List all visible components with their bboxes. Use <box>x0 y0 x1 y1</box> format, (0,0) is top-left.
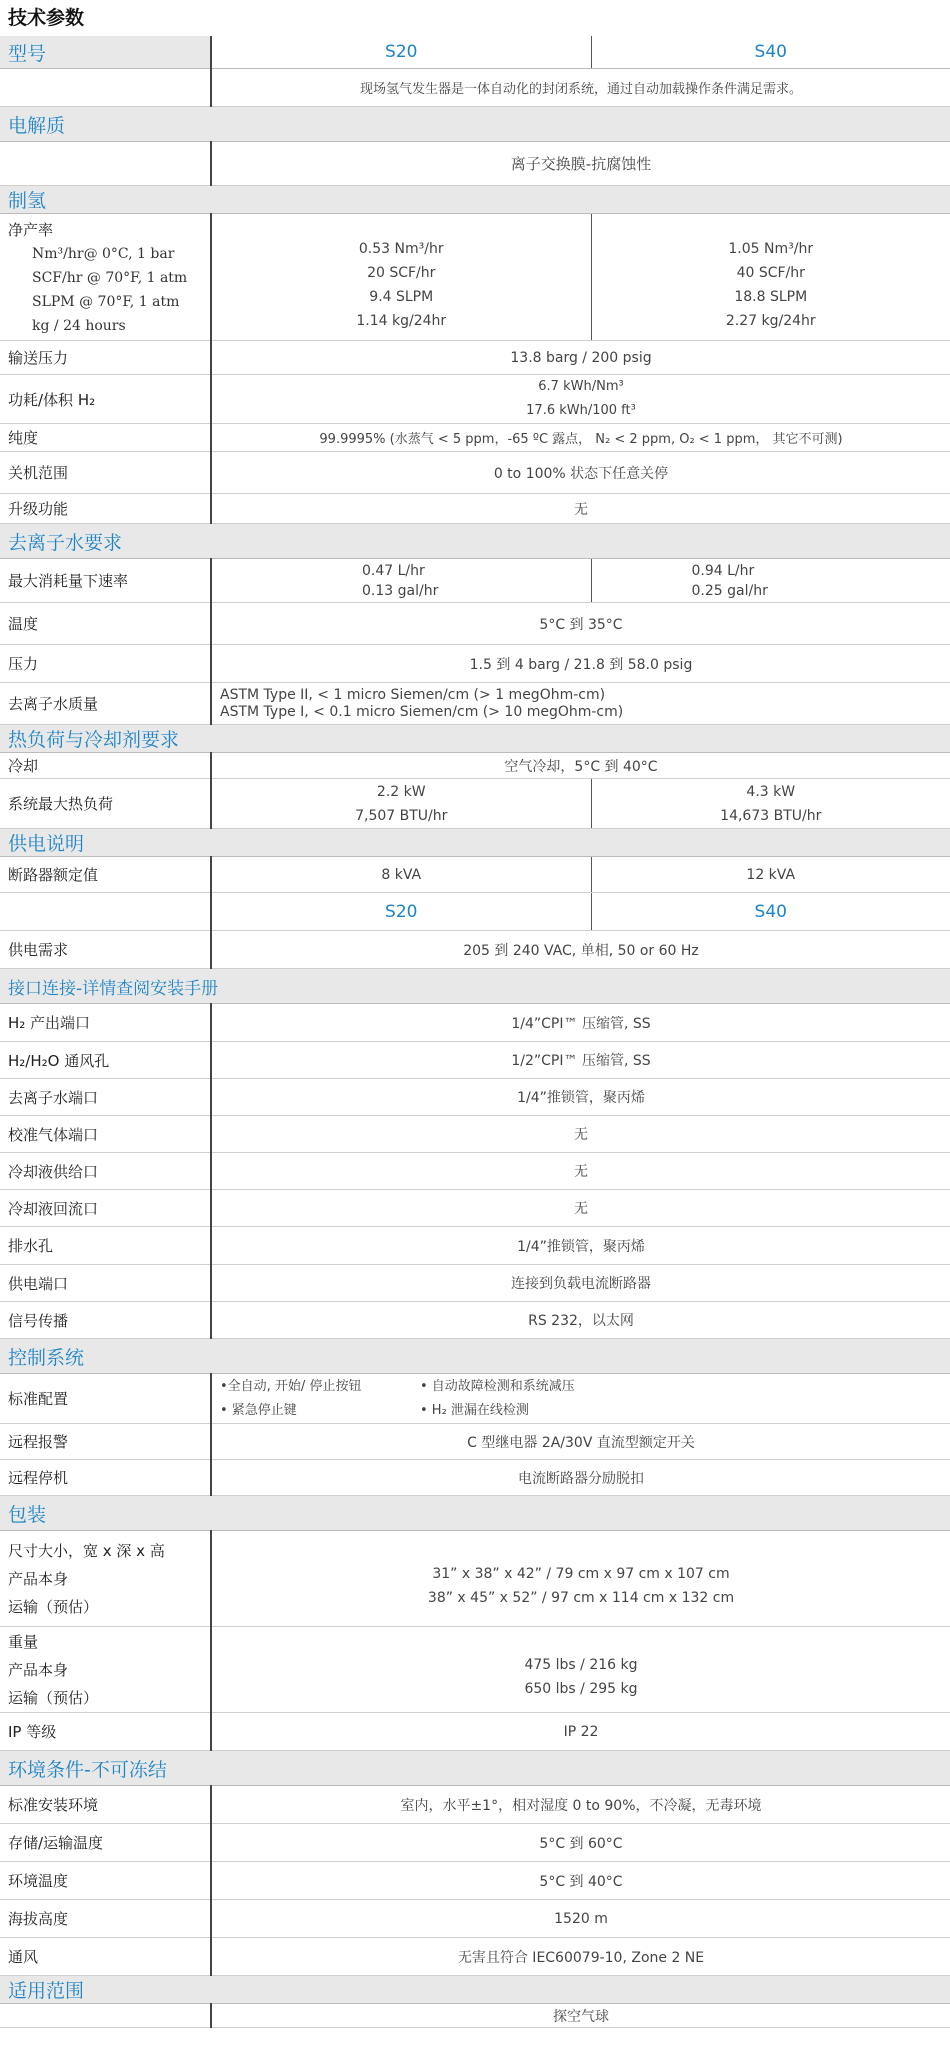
interface-value-1: 1/2”CPI™ 压缩管, SS <box>211 1042 950 1079</box>
size-product: 31” x 38” x 42” / 79 cm x 97 cm x 107 cm <box>432 1565 730 1582</box>
alarm-label: 远程报警 <box>0 1424 211 1460</box>
section-heat: 热负荷与冷却剂要求 <box>0 725 950 753</box>
interface-value-3: 无 <box>211 1116 950 1153</box>
supply-label: 供电需求 <box>0 931 211 969</box>
pressure-label: 输送压力 <box>0 341 211 375</box>
unit-kg: kg / 24 hours <box>32 318 126 334</box>
electrical-model-s20: S20 <box>211 893 591 931</box>
env-label-2: 环境温度 <box>0 1862 211 1900</box>
purity-label: 纯度 <box>0 424 211 452</box>
size-label: 尺寸大小，宽 x 深 x 高 <box>8 1541 165 1560</box>
weight-label: 重量 <box>8 1632 39 1651</box>
upgrade-label: 升级功能 <box>0 494 211 524</box>
quality-type2: ASTM Type II, < 1 micro Siemen/cm (> 1 megOhm-cm) <box>220 686 606 703</box>
interface-label-1: H₂/H₂O 通风孔 <box>0 1042 211 1079</box>
water-pressure-value: 1.5 到 4 barg / 21.8 到 58.0 psig <box>211 645 950 683</box>
s20-water-gal: 0.13 gal/hr <box>362 582 439 599</box>
s40-rate-slpm: 18.8 SLPM <box>734 289 808 305</box>
section-interface: 接口连接-详情查阅安装手册 <box>0 969 950 1004</box>
consumption-label: 最大消耗量下速率 <box>0 559 211 603</box>
electrical-model-s40: S40 <box>591 893 950 931</box>
application-value: 探空气球 <box>211 2004 950 2028</box>
quality-type1: ASTM Type I, < 0.1 micro Siemen/cm (> 10 megOhm-cm) <box>220 703 624 720</box>
weight-product-label: 产品本身 <box>8 1660 69 1679</box>
shutdown-label: 远程停机 <box>0 1460 211 1496</box>
s40-rate-scf: 40 SCF/hr <box>736 265 805 281</box>
net-rate-label: 净产率 <box>8 221 54 239</box>
section-water: 去离子水要求 <box>0 524 950 559</box>
s40-water-gal: 0.25 gal/hr <box>691 582 768 599</box>
env-value-3: 1520 m <box>211 1900 950 1938</box>
alarm-value: C 型继电器 2A/30V 直流型额定开关 <box>211 1424 950 1460</box>
s20-heat-kw: 2.2 kW <box>376 783 426 800</box>
electrolyte-value: 离子交换膜-抗腐蚀性 <box>211 142 950 186</box>
pressure-value: 13.8 barg / 200 psig <box>211 341 950 375</box>
interface-label-5: 冷却液回流口 <box>0 1190 211 1227</box>
water-temp-value: 5°C 到 35°C <box>211 603 950 645</box>
description-row <box>0 69 950 107</box>
water-quality-label: 去离子水质量 <box>0 683 211 725</box>
size-shipping-label: 运输（预估） <box>8 1597 99 1616</box>
heat-load-label: 系统最大热负荷 <box>0 779 211 829</box>
interface-value-5: 无 <box>211 1190 950 1227</box>
s20-breaker: 8 kVA <box>211 857 591 893</box>
model-s20: S20 <box>211 36 591 69</box>
shutdown-value: 电流断路器分励脱扣 <box>211 1460 950 1496</box>
section-electrical: 供电说明 <box>0 829 950 857</box>
interface-label-4: 冷却液供给口 <box>0 1153 211 1190</box>
s40-rate-kg: 2.27 kg/24hr <box>725 313 816 329</box>
interface-value-2: 1/4”推锁管，聚丙烯 <box>211 1079 950 1116</box>
ip-label: IP 等级 <box>0 1713 211 1751</box>
s20-rate-slpm: 9.4 SLPM <box>369 289 434 305</box>
weight-product: 475 lbs / 216 kg <box>524 1656 638 1673</box>
s40-rate-nm3: 1.05 Nm³/hr <box>728 241 814 257</box>
s20-heat-btu: 7,507 BTU/hr <box>355 807 448 824</box>
section-control: 控制系统 <box>0 1339 950 1374</box>
net-rate-row <box>0 214 950 341</box>
supply-value: 205 到 240 VAC, 单相, 50 or 60 Hz <box>211 931 950 969</box>
unit-nm3: Nm³/hr@ 0°C, 1 bar <box>32 246 175 262</box>
size-shipping: 38” x 45” x 52” / 97 cm x 114 cm x 132 cm <box>427 1589 735 1606</box>
interface-label-7: 供电端口 <box>0 1265 211 1302</box>
interface-label-8: 信号传播 <box>0 1302 211 1339</box>
water-temp-label: 温度 <box>0 603 211 645</box>
ip-value: IP 22 <box>211 1713 950 1751</box>
power-label: 功耗/体积 H₂ <box>0 375 211 424</box>
unit-scf: SCF/hr @ 70°F, 1 atm <box>32 270 188 286</box>
env-value-2: 5°C 到 40°C <box>211 1862 950 1900</box>
model-row <box>0 36 950 69</box>
section-application: 适用范围 <box>0 1976 950 2004</box>
page-title: 技术参数 <box>8 7 85 29</box>
s40-heat-kw: 4.3 kW <box>746 783 796 800</box>
weight-shipping-label: 运输（预估） <box>8 1688 99 1707</box>
power-nm3: 6.7 kWh/Nm³ <box>538 379 624 394</box>
env-value-4: 无害且符合 IEC60079-10, Zone 2 NE <box>211 1938 950 1976</box>
env-label-1: 存储/运输温度 <box>0 1824 211 1862</box>
unit-slpm: SLPM @ 70°F, 1 atm <box>32 294 180 310</box>
feature-auto-start: •全自动, 开始/ 停止按钮 <box>220 1378 362 1394</box>
interface-value-7: 连接到负载电流断路器 <box>211 1265 950 1302</box>
interface-label-2: 去离子水端口 <box>0 1079 211 1116</box>
upgrade-value: 无 <box>211 494 950 524</box>
section-electrolyte: 电解质 <box>0 107 950 142</box>
purity-value: 99.9995% (水蒸气 < 5 ppm，-65 ºC 露点， N₂ < 2 ppm, O₂ < 1 ppm， 其它不可测) <box>211 424 950 452</box>
turndown-value: 0 to 100% 状态下任意关停 <box>211 452 950 494</box>
power-ft3: 17.6 kWh/100 ft³ <box>526 403 636 418</box>
env-label-4: 通风 <box>0 1938 211 1976</box>
s40-water-l: 0.94 L/hr <box>691 562 755 579</box>
water-pressure-label: 压力 <box>0 645 211 683</box>
env-value-1: 5°C 到 60°C <box>211 1824 950 1862</box>
feature-fault-detect: • 自动故障检测和系统减压 <box>420 1378 575 1394</box>
section-packaging: 包装 <box>0 1496 950 1531</box>
env-label-3: 海拔高度 <box>0 1900 211 1938</box>
turndown-label: 关机范围 <box>0 452 211 494</box>
section-hydrogen: 制氢 <box>0 186 950 214</box>
interface-value-4: 无 <box>211 1153 950 1190</box>
interface-value-6: 1/4”推锁管，聚丙烯 <box>211 1227 950 1265</box>
s20-water-l: 0.47 L/hr <box>362 562 425 579</box>
size-product-label: 产品本身 <box>8 1569 69 1588</box>
model-s40: S40 <box>591 36 950 69</box>
env-label-0: 标准安装环境 <box>0 1786 211 1824</box>
section-environment: 环境条件-不可冻结 <box>0 1751 950 1786</box>
s20-rate-nm3: 0.53 Nm³/hr <box>358 241 444 257</box>
model-label: 型号 <box>0 36 211 69</box>
model-description: 现场氢气发生器是一体自动化的封闭系统，通过自动加载操作条件满足需求。 <box>211 69 950 107</box>
cooling-label: 冷却 <box>0 753 211 779</box>
interface-label-3: 校准气体端口 <box>0 1116 211 1153</box>
weight-shipping: 650 lbs / 295 kg <box>524 1680 638 1697</box>
feature-estop: • 紧急停止键 <box>220 1402 297 1418</box>
feature-leak-detect: • H₂ 泄漏在线检测 <box>420 1402 529 1418</box>
interface-label-6: 排水孔 <box>0 1227 211 1265</box>
interface-value-8: RS 232，以太网 <box>211 1302 950 1339</box>
env-value-0: 室内，水平±1°，相对湿度 0 to 90%，不冷凝，无毒环境 <box>211 1786 950 1824</box>
s40-breaker: 12 kVA <box>591 857 950 893</box>
spec-table <box>0 36 950 2028</box>
s40-heat-btu: 14,673 BTU/hr <box>720 807 822 824</box>
s20-rate-kg: 1.14 kg/24hr <box>356 313 447 329</box>
standard-config-label: 标准配置 <box>0 1374 211 1424</box>
breaker-label: 断路器额定值 <box>0 857 211 893</box>
interface-value-0: 1/4”CPI™ 压缩管, SS <box>211 1004 950 1042</box>
interface-label-0: H₂ 产出端口 <box>0 1004 211 1042</box>
s20-rate-scf: 20 SCF/hr <box>367 265 436 281</box>
cooling-value: 空气冷却，5°C 到 40°C <box>211 753 950 779</box>
